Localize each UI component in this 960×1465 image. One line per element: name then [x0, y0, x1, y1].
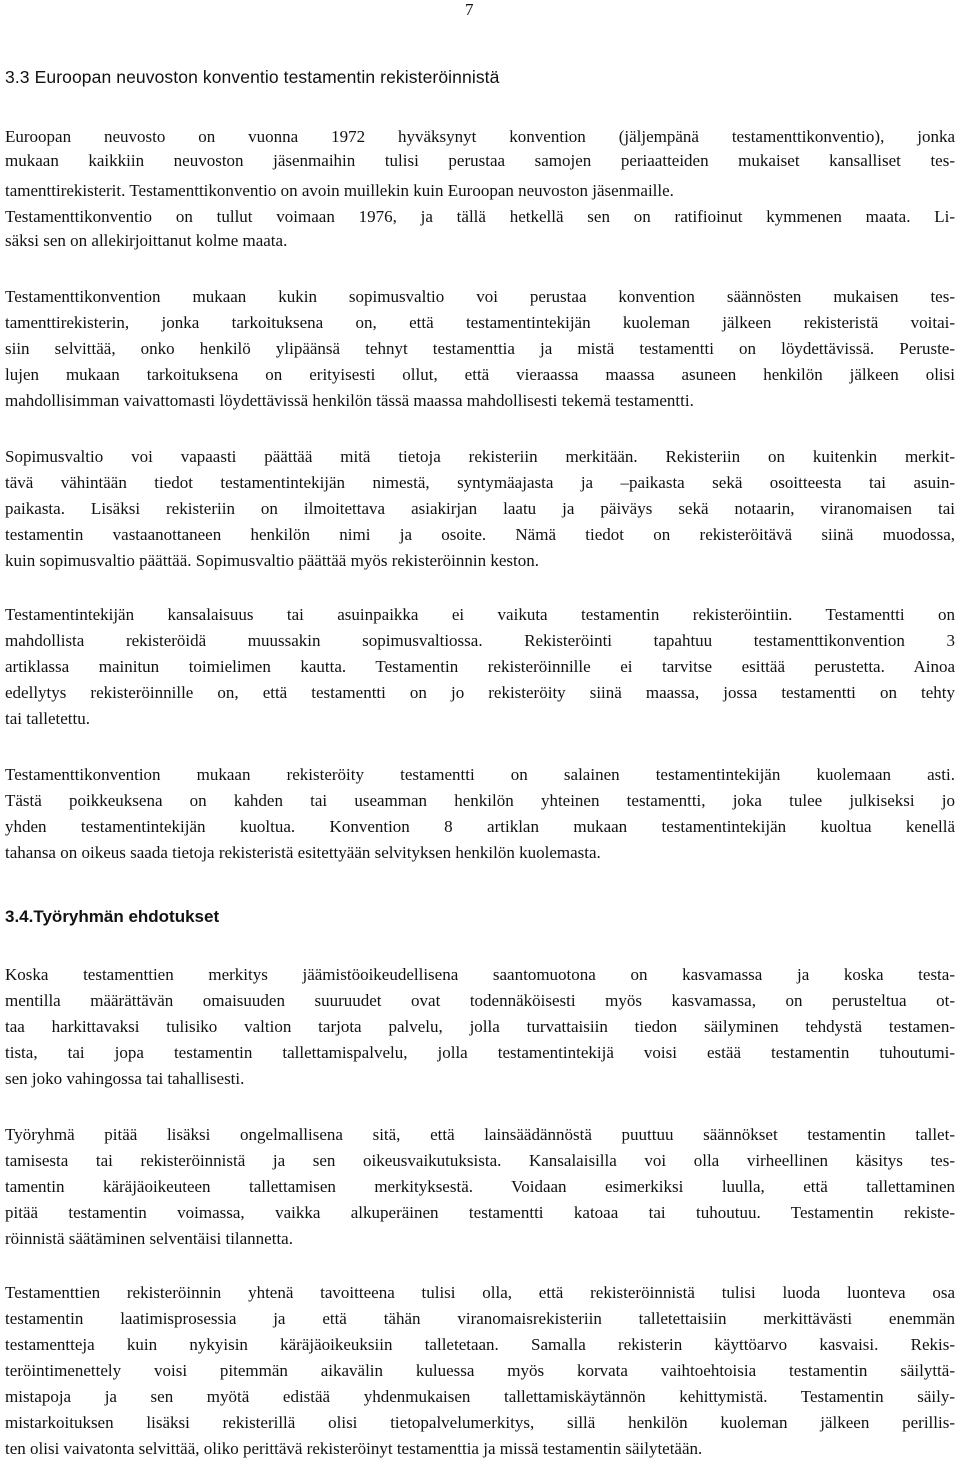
text-line: yhden testamentintekijän kuoltua. Konvention 8 artiklan mukaan testamentintekijän kuoltua kenellä: [5, 817, 955, 836]
text-line: sen joko vahingossa tai tahallisesti.: [5, 1069, 245, 1088]
text-line: mahdollista rekisteröidä muussakin sopimusvaltiossa. Rekisteröinti tapahtuu testamenttikonvention 3: [5, 631, 955, 650]
text-line: artiklassa mainitun toimielimen kautta. Testamentin rekisteröinnille ei tarvitse esittää perustetta. Ainoa: [5, 657, 955, 676]
text-line: säksi sen on allekirjoittanut kolme maata.: [5, 231, 288, 250]
text-line: teröintimenettely voisi pitemmän aikavälin kuluessa myös korvata vaihtoehtoisia testamentin säilyttä-: [5, 1361, 955, 1380]
text-line: ten olisi vaivatonta selvittää, oliko perittävä rekisteröinyt testamenttia ja missä testamentin säilytetään.: [5, 1439, 703, 1458]
text-line: Testamentintekijän kansalaisuus tai asuinpaikka ei vaikuta testamentin rekisteröintiin. Testamentti on: [5, 605, 955, 624]
text-line: testamentin laatimisprosessia ja että tähän viranomaisrekisteriin talletettaisiin merkittävästi enemmän: [5, 1309, 955, 1328]
text-line: tamentin käräjäoikeuteen tallettamisen merkityksestä. Voidaan esimerkiksi luulla, että tallettaminen: [5, 1177, 955, 1196]
text-line: Testamenttikonventio on tullut voimaan 1976, ja tällä hetkellä sen on ratifioinut kymmenen maata. Li-: [5, 207, 955, 226]
text-line: Koska testamenttien merkitys jäämistöoikeudellisena saantomuotona on kasvamassa ja koska testa-: [5, 965, 955, 984]
text-line: paikasta. Lisäksi rekisteriin on ilmoitettava asiakirjan laatu ja päiväys sekä notaarin, viranomaisen tai: [5, 499, 955, 518]
text-line: tamenttirekisterin, jonka tarkoituksena on, että testamentintekijän kuoleman jälkeen rekisteristä voitai-: [5, 313, 955, 332]
text-line: mahdollisimman vaivattomasti löydettävissä henkilön tässä maassa mahdollisesti tekemä testamentti.: [5, 391, 694, 410]
section-heading-3-3: 3.3 Euroopan neuvoston konventio testamentin rekisteröinnistä: [5, 67, 500, 87]
text-line: Sopimusvaltio voi vapaasti päättää mitä tietoja rekisteriin merkitään. Rekisteriin on kuitenkin merkit-: [5, 447, 955, 466]
text-line: Euroopan neuvosto on vuonna 1972 hyväksynyt konvention (jäljempänä testamenttikonventio), jonka: [5, 127, 955, 146]
text-line: taa harkittavaksi tulisiko valtion tarjota palvelu, jolla turvattaisiin tiedon säilyminen tehdystä testamen-: [5, 1017, 955, 1036]
text-line: Tästä poikkeuksena on kahden tai useamman henkilön yhteinen testamentti, joka tulee julkiseksi jo: [5, 791, 955, 810]
text-line: tista, tai jopa testamentin tallettamispalvelu, jolla testamentintekijä voisi estää testamentin tuhoutumi-: [5, 1043, 955, 1062]
text-line: Testamenttien rekisteröinnin yhtenä tavoitteena tulisi olla, että rekisteröinnistä tulisi luoda luonteva osa: [5, 1283, 955, 1302]
text-line: mentilla määrättävän omaisuuden suuruudet ovat todennäköisesti myös kasvamassa, on perusteltua ot-: [5, 991, 955, 1010]
section-heading-3-4: 3.4.Työryhmän ehdotukset: [5, 907, 220, 926]
text-line: siin selvittää, onko henkilö ylipäänsä tehnyt testamenttia ja mistä testamentti on löydettävissä. Peruste-: [5, 339, 955, 358]
text-line: edellytys rekisteröinnille on, että testamentti on jo rekisteröity siinä maassa, jossa testamentti on tehty: [5, 683, 955, 702]
text-line: testamentteja kuin nykyisin käräjäoikeuksiin talletetaan. Samalla rekisterin käyttöarvo kasvaisi. Rekis-: [5, 1335, 955, 1354]
text-line: Testamenttikonvention mukaan kukin sopimusvaltio voi perustaa konvention säännösten mukaisen tes-: [5, 287, 955, 306]
text-line: pitää testamentin voimassa, vaikka alkuperäinen testamentti katoaa tai tuhoutuu. Testamentin rekiste-: [5, 1203, 955, 1222]
text-line: mistapoja ja sen myötä edistää yhdenmukaisen tallettamiskäytännön kehittymistä. Testamentin säily-: [5, 1387, 955, 1406]
text-line: kuin sopimusvaltio päättää. Sopimusvaltio päättää myös rekisteröinnin keston.: [5, 551, 539, 570]
text-line: lujen mukaan tarkoituksena on erityisesti ollut, että vieraassa maassa asuneen henkilön jälkeen olisi: [5, 365, 955, 384]
text-line: Työryhmä pitää lisäksi ongelmallisena sitä, että lainsäädännöstä puuttuu säännökset testamentin tallet-: [5, 1125, 955, 1144]
text-line: mistarkoituksen lisäksi rekisterillä olisi tietopalvelumerkitys, sillä henkilön kuoleman jälkeen perillis-: [5, 1413, 955, 1432]
text-line: mukaan kaikkiin neuvoston jäsenmaihin tulisi perustaa samojen periaatteiden mukaiset kansalliset tes-: [5, 151, 955, 170]
text-line: tamenttirekisterit. Testamenttikonventio on avoin muillekin kuin Euroopan neuvoston jäsenmaille.: [5, 181, 674, 200]
page-number: 7: [465, 0, 474, 19]
text-line: tai talletettu.: [5, 709, 90, 728]
text-line: tävä vähintään tiedot testamentintekijän nimestä, syntymäajasta ja –paikasta sekä osoitteesta tai asuin-: [5, 473, 955, 492]
text-line: testamentin vastaanottaneen henkilön nimi ja osoite. Nämä tiedot on rekisteröitävä siinä muodossa,: [5, 525, 955, 544]
text-line: röinnistä säätäminen selventäisi tilannetta.: [5, 1229, 293, 1248]
text-line: tahansa on oikeus saada tietoja rekisteristä esitettyään selvityksen henkilön kuolemasta.: [5, 843, 601, 862]
text-line: tamisesta tai rekisteröinnistä ja sen oikeusvaikutuksista. Kansalaisilla voi olla virheellinen käsitys tes-: [5, 1151, 955, 1170]
text-line: Testamenttikonvention mukaan rekisteröity testamentti on salainen testamentintekijän kuolemaan asti.: [5, 765, 955, 784]
